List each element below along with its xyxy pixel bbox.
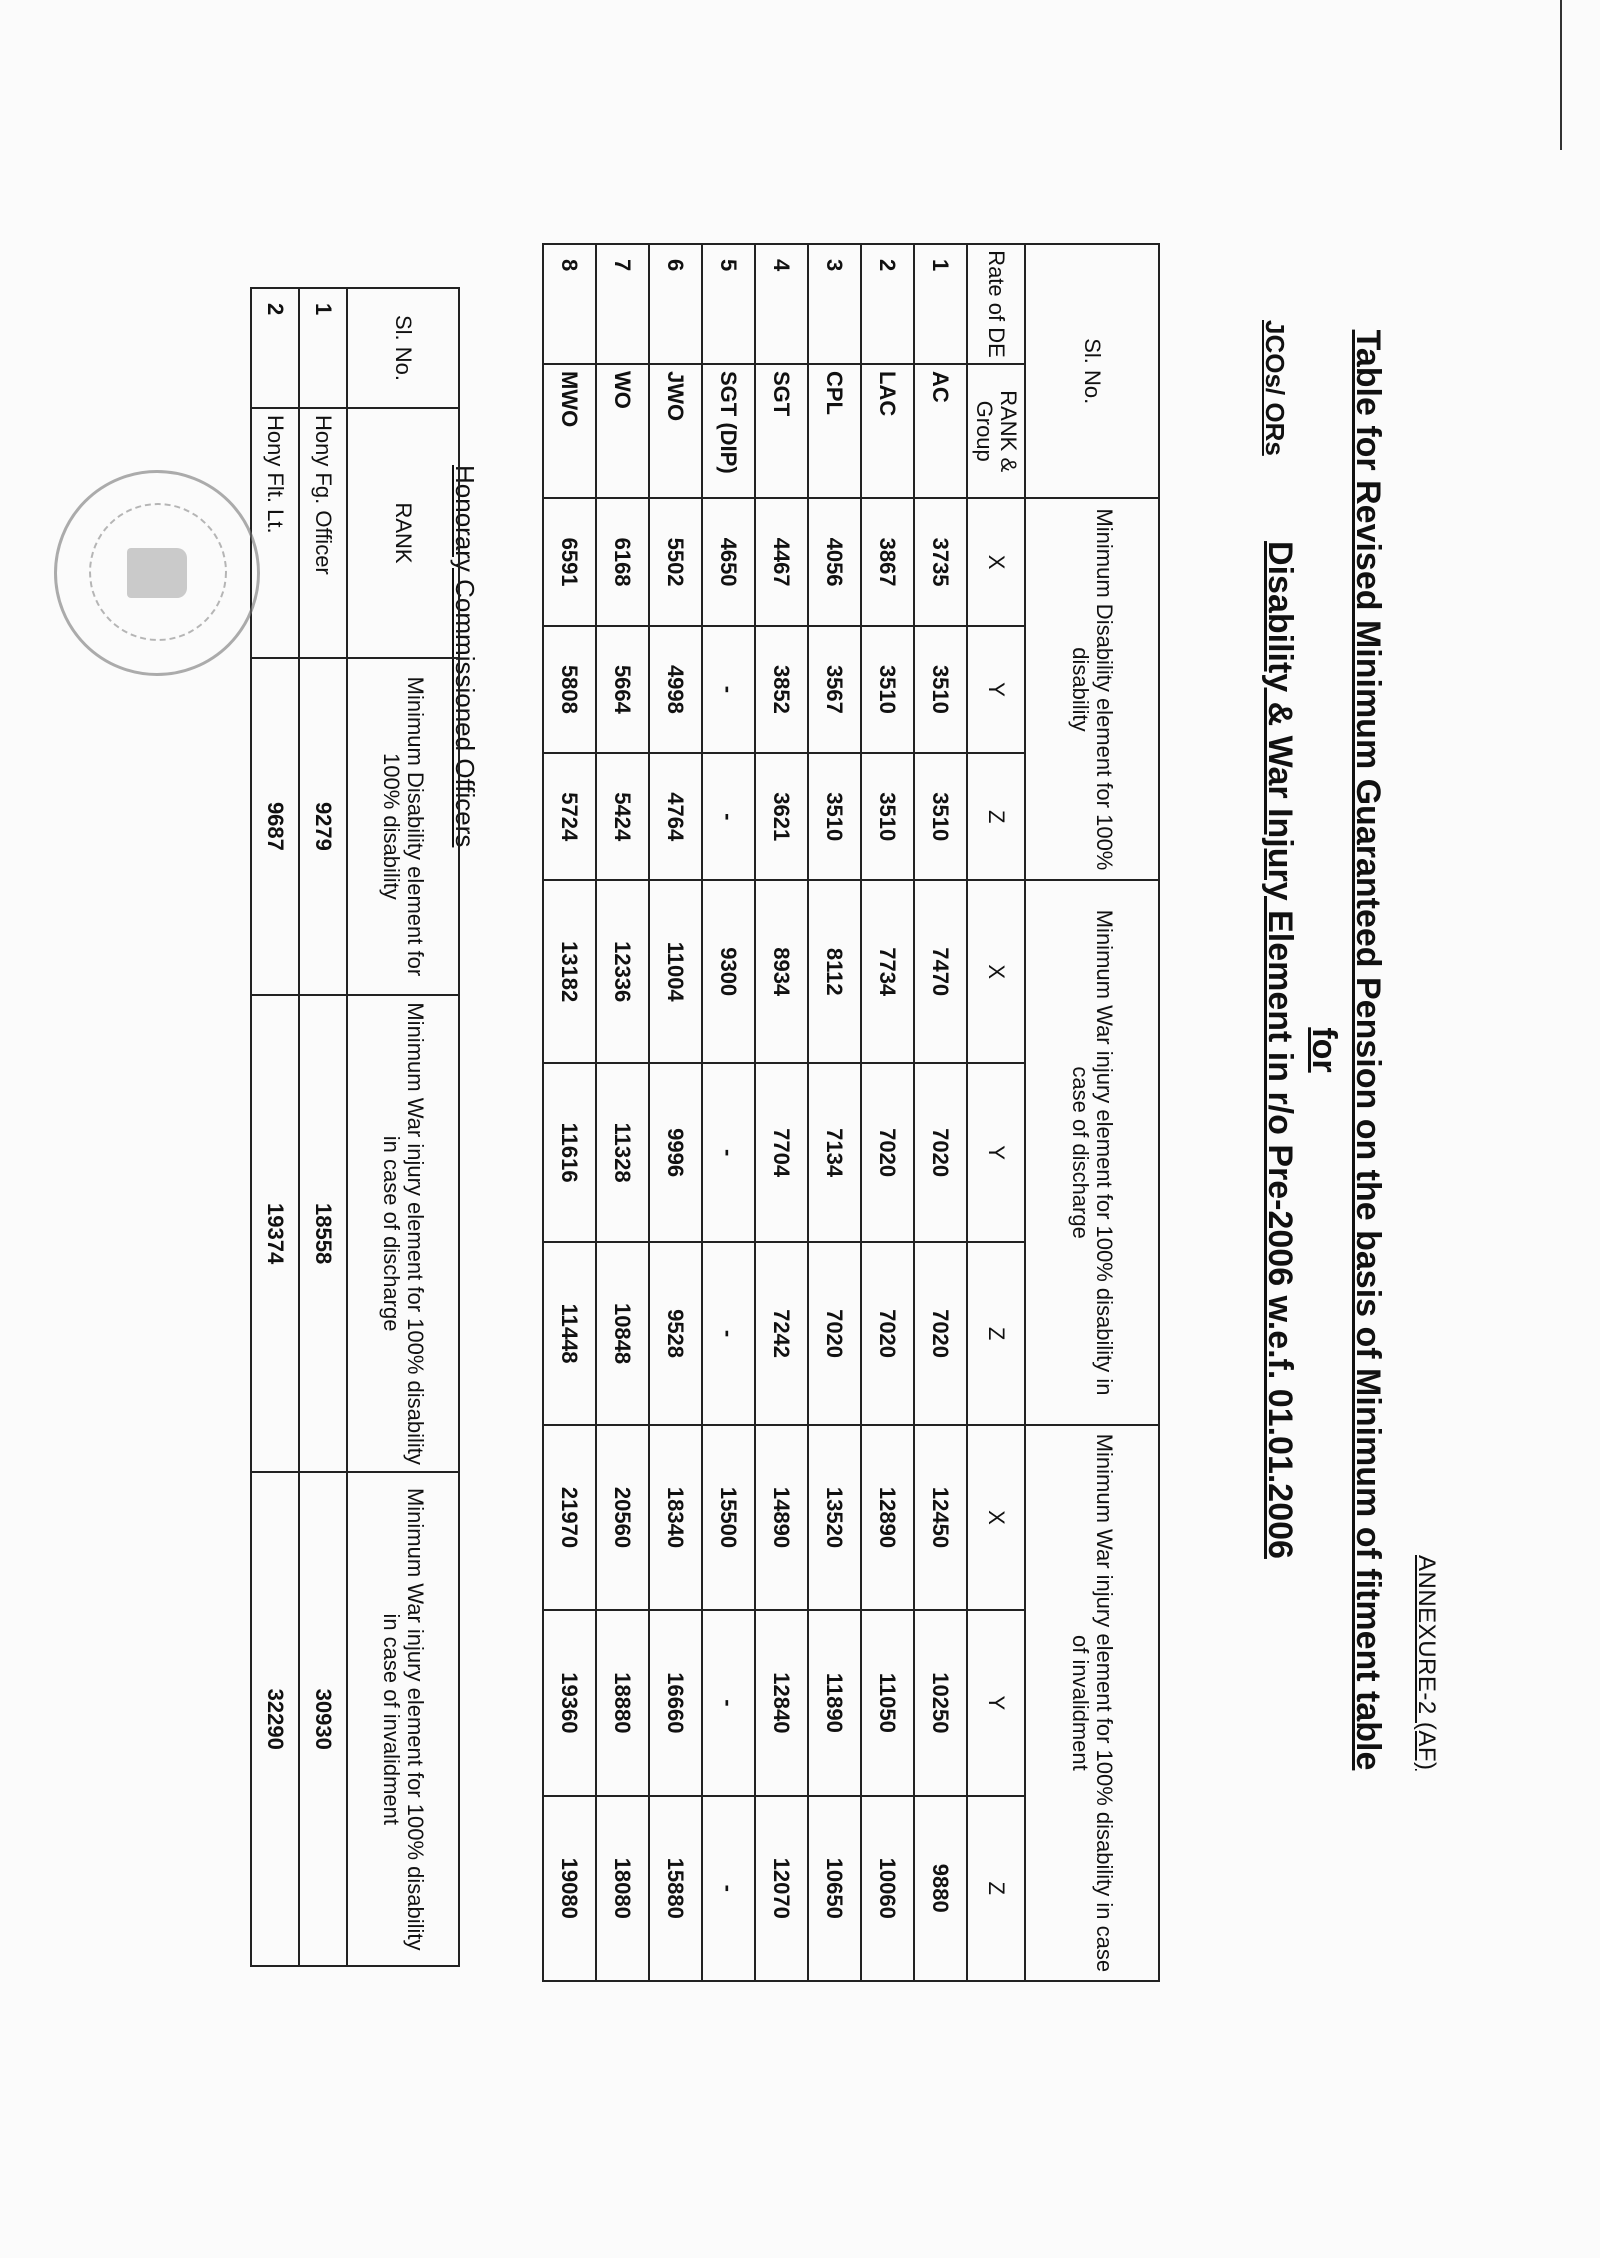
value-cell: 19374: [251, 995, 299, 1473]
value-cell: 13182: [543, 880, 596, 1062]
document-title: [1258, 320, 1390, 1780]
value-cell: 7020: [808, 1242, 861, 1425]
rank-cell: JWO: [649, 364, 702, 498]
title-line-1: Table for Revised Minimum Guaranteed Pension on the basis of Minimum of fitment table for: [1305, 329, 1387, 1771]
value-cell: 6591: [543, 498, 596, 625]
header-sl-no: Sl. No.: [347, 288, 459, 408]
value-cell: 18558: [299, 995, 347, 1473]
table-row: [808, 244, 861, 1981]
rank-cell: CPL: [808, 364, 861, 498]
value-cell: 3510: [861, 626, 914, 753]
header-x: X: [967, 498, 1025, 625]
rank-cell: Hony Flt. Lt.: [251, 408, 299, 658]
sl-no-cell: 1: [299, 288, 347, 408]
sl-no-cell: 2: [251, 288, 299, 408]
sl-no-cell: 1: [914, 244, 967, 364]
value-cell: 5424: [596, 753, 649, 880]
table-row: [299, 288, 347, 1966]
value-cell: 12890: [861, 1425, 914, 1610]
header-rate-of-de: Rate of DE: [967, 244, 1025, 364]
sl-no-cell: 7: [596, 244, 649, 364]
value-cell: 20560: [596, 1425, 649, 1610]
annexure-label: ANNEXURE-2 (AF): [1413, 1555, 1440, 1771]
rank-cell: SGT (DIP): [702, 364, 755, 498]
value-cell: 4056: [808, 498, 861, 625]
sl-no-cell: 4: [755, 244, 808, 364]
section-jcos-ors: JCOs/ ORs: [1260, 320, 1290, 456]
emblem-icon: [127, 548, 187, 598]
value-cell: 6168: [596, 498, 649, 625]
value-cell: 3852: [755, 626, 808, 753]
rank-cell: MWO: [543, 364, 596, 498]
honorary-officers-table-body: [251, 288, 347, 1966]
value-cell: 4650: [702, 498, 755, 625]
value-cell: 15500: [702, 1425, 755, 1610]
value-cell: 18880: [596, 1610, 649, 1795]
value-cell: 18340: [649, 1425, 702, 1610]
value-cell: 7020: [914, 1063, 967, 1242]
sl-no-cell: 2: [861, 244, 914, 364]
value-cell: 14890: [755, 1425, 808, 1610]
header-z: Z: [967, 1796, 1025, 1981]
value-cell: -: [702, 1063, 755, 1242]
value-cell: 10650: [808, 1796, 861, 1981]
value-cell: 21970: [543, 1425, 596, 1610]
table-row: [543, 244, 596, 1981]
value-cell: 7470: [914, 880, 967, 1062]
value-cell: 9528: [649, 1242, 702, 1425]
value-cell: 11004: [649, 880, 702, 1062]
header-rank-group: RANK & Group: [967, 364, 1025, 498]
header-x: X: [967, 880, 1025, 1062]
value-cell: 3867: [861, 498, 914, 625]
value-cell: 5724: [543, 753, 596, 880]
value-cell: 7704: [755, 1063, 808, 1242]
value-cell: 3735: [914, 498, 967, 625]
sl-no-cell: 6: [649, 244, 702, 364]
value-cell: 8112: [808, 880, 861, 1062]
value-cell: 9300: [702, 880, 755, 1062]
value-cell: 19080: [543, 1796, 596, 1981]
value-cell: 13520: [808, 1425, 861, 1610]
table-row: [649, 244, 702, 1981]
header-rank: RANK: [347, 408, 459, 658]
value-cell: 7734: [861, 880, 914, 1062]
value-cell: 11890: [808, 1610, 861, 1795]
rank-cell: SGT: [755, 364, 808, 498]
value-cell: 7020: [861, 1063, 914, 1242]
value-cell: 10250: [914, 1610, 967, 1795]
value-cell: 11616: [543, 1063, 596, 1242]
value-cell: 7242: [755, 1242, 808, 1425]
header-z: Z: [967, 753, 1025, 880]
value-cell: 32290: [251, 1472, 299, 1966]
header-war-injury-discharge: Minimum War injury element for 100% disability in case of discharge: [1025, 880, 1159, 1424]
table-row: [755, 244, 808, 1981]
value-cell: 3510: [808, 753, 861, 880]
header-x: X: [967, 1425, 1025, 1610]
value-cell: 4467: [755, 498, 808, 625]
table-row: [861, 244, 914, 1981]
value-cell: 3567: [808, 626, 861, 753]
value-cell: 18080: [596, 1796, 649, 1981]
value-cell: 7134: [808, 1063, 861, 1242]
value-cell: 10848: [596, 1242, 649, 1425]
table-row: [914, 244, 967, 1981]
value-cell: 9687: [251, 658, 299, 995]
value-cell: 5502: [649, 498, 702, 625]
header-y: Y: [967, 1610, 1025, 1795]
rank-cell: AC: [914, 364, 967, 498]
value-cell: 4998: [649, 626, 702, 753]
value-cell: 12070: [755, 1796, 808, 1981]
title-line-2: Disability & War Injury Element in r/o Pre-2006 w.e.f. 01.01.2006: [1261, 541, 1299, 1559]
value-cell: 12840: [755, 1610, 808, 1795]
table-row: [596, 244, 649, 1981]
value-cell: 12336: [596, 880, 649, 1062]
jco-or-table: [542, 243, 1160, 1982]
official-seal-stamp: [54, 470, 260, 676]
table-row: [251, 288, 299, 1966]
value-cell: 9880: [914, 1796, 967, 1981]
value-cell: 3510: [914, 753, 967, 880]
value-cell: 16660: [649, 1610, 702, 1795]
sl-no-cell: 8: [543, 244, 596, 364]
value-cell: 7020: [861, 1242, 914, 1425]
table-row: [702, 244, 755, 1981]
value-cell: -: [702, 753, 755, 880]
value-cell: 8934: [755, 880, 808, 1062]
value-cell: 3621: [755, 753, 808, 880]
header-y: Y: [967, 626, 1025, 753]
value-cell: 11050: [861, 1610, 914, 1795]
value-cell: 11448: [543, 1242, 596, 1425]
header-war-injury-invalidment: Minimum War injury element for 100% disability in case of invalidment: [1025, 1425, 1159, 1981]
value-cell: 7020: [914, 1242, 967, 1425]
header-disability-element: Minimum Disability element for 100% disability: [347, 658, 459, 995]
value-cell: 12450: [914, 1425, 967, 1610]
sl-no-cell: 5: [702, 244, 755, 364]
value-cell: 4764: [649, 753, 702, 880]
header-war-injury-invalidment: Minimum War injury element for 100% disability in case of invalidment: [347, 1472, 459, 1966]
value-cell: 9996: [649, 1063, 702, 1242]
section-honorary-officers: Honorary Commissioned Officers: [450, 465, 480, 848]
honorary-officers-table: [250, 287, 460, 1967]
value-cell: -: [702, 626, 755, 753]
header-disability-element: Minimum Disability element for 100% disability: [1025, 498, 1159, 880]
sl-no-cell: 3: [808, 244, 861, 364]
rank-cell: WO: [596, 364, 649, 498]
rank-cell: Hony Fg. Officer: [299, 408, 347, 658]
value-cell: 19360: [543, 1610, 596, 1795]
jco-or-table-body: [543, 244, 967, 1981]
value-cell: 9279: [299, 658, 347, 995]
header-sl-no: Sl. No.: [1025, 244, 1159, 498]
value-cell: 3510: [861, 753, 914, 880]
value-cell: 5664: [596, 626, 649, 753]
value-cell: 11328: [596, 1063, 649, 1242]
value-cell: 3510: [914, 626, 967, 753]
value-cell: 15880: [649, 1796, 702, 1981]
header-z: Z: [967, 1242, 1025, 1425]
header-y: Y: [967, 1063, 1025, 1242]
value-cell: 5808: [543, 626, 596, 753]
value-cell: -: [702, 1796, 755, 1981]
value-cell: 30930: [299, 1472, 347, 1966]
value-cell: 10060: [861, 1796, 914, 1981]
rank-cell: LAC: [861, 364, 914, 498]
value-cell: -: [702, 1242, 755, 1425]
header-war-injury-discharge: Minimum War injury element for 100% disability in case of discharge: [347, 995, 459, 1473]
value-cell: -: [702, 1610, 755, 1795]
